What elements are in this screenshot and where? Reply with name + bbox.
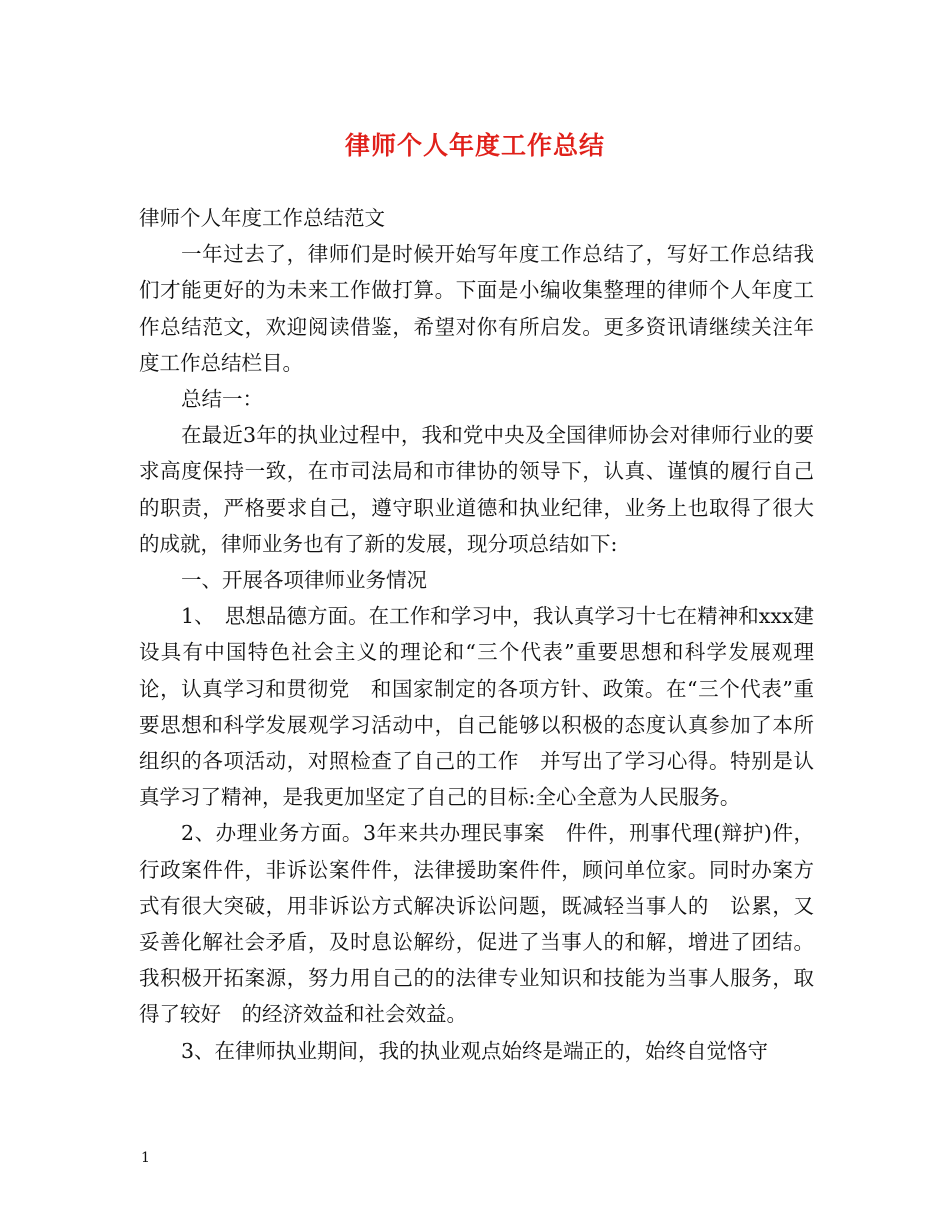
document-title: 律师个人年度工作总结 bbox=[344, 131, 605, 160]
overview-paragraph: 在最近3年的执业过程中，我和党中央及全国律师协会对律师行业的要求高度保持一致，在市司法局和市律协的领导下，认真、谨慎的履行自己的职责，严格要求自己，遵守职业道德和执业纪律，业务上也取得了很大的成就，律师业务也有了新的发展，现分项总结如下: bbox=[139, 423, 814, 556]
document-subtitle: 律师个人年度工作总结范文 bbox=[139, 206, 385, 230]
section-heading-summary-one: 总结一： bbox=[181, 387, 263, 412]
page-number: 1 bbox=[141, 1150, 150, 1166]
business-paragraph: 2、办理业务方面。3年来共办理民事案 件件，刑事代理(辩护)件，行政案件件，非诉讼案件件，法律援助案件件，顾问单位家。同时办案方式有很大突破，用非诉讼方式解决诉讼问题，既减轻当事人的 讼累，又妥善化解社会矛盾，及时息讼解纷，促进了当事人的和解，增进了团结。我积极开拓案源，努力用自己的的法律专业知识和技能为当事人服务，取得了较好 的经济效益和社会效益。 bbox=[139, 821, 814, 1027]
document-body bbox=[139, 200, 814, 1069]
section-heading-business: 一、开展各项律师业务情况 bbox=[181, 568, 427, 593]
ideology-paragraph: 1、 思想品德方面。在工作和学习中，我认真学习十七在精神和xxx建设具有中国特色社会主义的理论和“三个代表”重要思想和科学发展观理论，认真学习和贯彻党 和国家制定的各项方针、政策。在“三个代表”重要思想和科学发展观学习活动中，自己能够以积极的态度认真参加了本所组织的各项活动，对照检查了自己的工作 并写出了学习心得。特别是认真学习了精神，是我更加坚定了自己的目标:全心全意为人民服务。 bbox=[139, 604, 814, 810]
intro-paragraph: 一年过去了，律师们是时候开始写年度工作总结了，写好工作总结我们才能更好的为未来工作做打算。下面是小编收集整理的律师个人年度工作总结范文，欢迎阅读借鉴，希望对你有所启发。更多资讯请继续关注年度工作总结栏目。 bbox=[139, 242, 814, 375]
practice-paragraph: 3、在律师执业期间，我的执业观点始终是端正的，始终自觉恪守 bbox=[181, 1038, 769, 1063]
